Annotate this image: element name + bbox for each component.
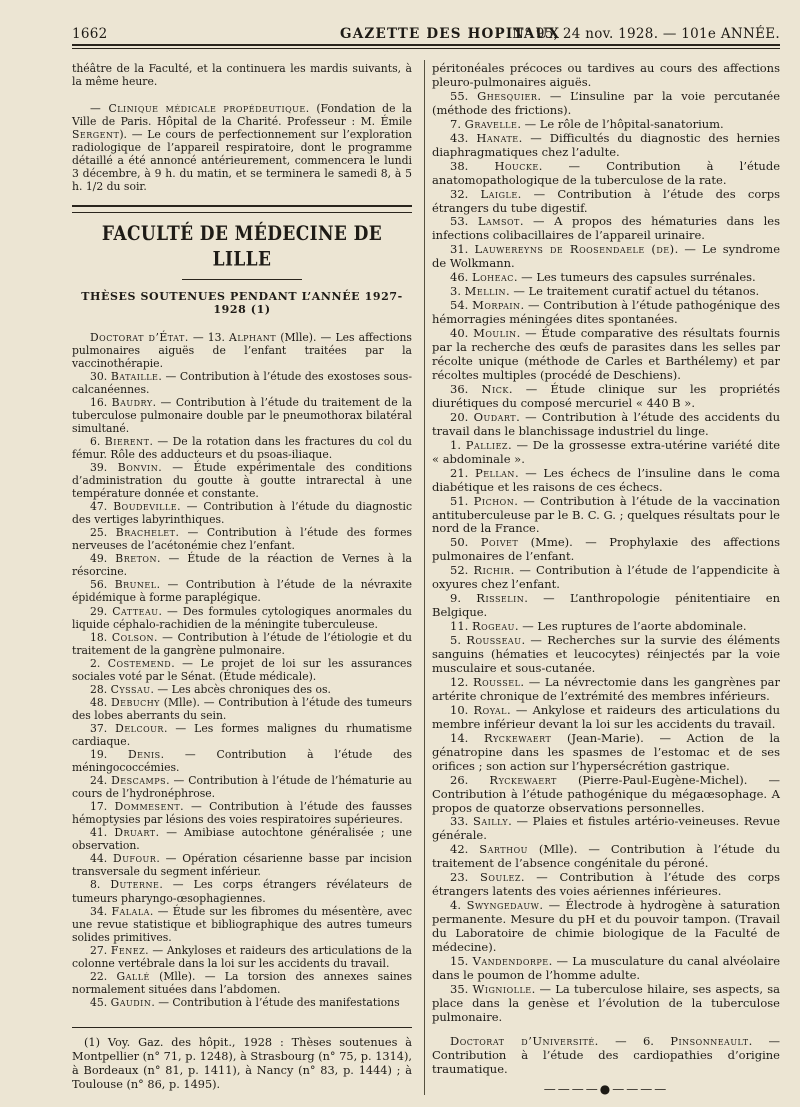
entry-number: 36. [450, 381, 469, 396]
entry-author: Sailly [472, 814, 509, 829]
entry-number: 47. [90, 500, 108, 514]
entry-title: . — Étude comparative des résultats fournis par la recherche des œufs de parasites dans les selles par récolte unique (méthode de Carles et Barthélemy) et par récoltes multiples (procédé de Deschiens). [432, 326, 780, 382]
entry-title: . — Les formes malignes du rhumatisme cardiaque. [72, 721, 412, 748]
thesis-entry [72, 748, 412, 774]
entry-title: . — Contribution à l’étude des cardiopathies d’origine traumatique. [432, 1033, 781, 1076]
thesis-entry [72, 578, 412, 604]
entry-title: . — Contribution à l’étude pathogénique des hémorragies méningées dites spontanées. [432, 298, 781, 327]
thesis-entry [432, 676, 780, 704]
entry-number: 23. [450, 870, 469, 885]
section-divider [72, 205, 412, 213]
thesis-entry [432, 983, 780, 1025]
entry-title: . — Contribution à l’étude du diagnostic des vertiges labyrinthiques. [72, 500, 412, 527]
thesis-entry [72, 461, 412, 500]
thesis-entry [432, 90, 780, 118]
entry-author: Duterne [110, 878, 160, 892]
thesis-entry [432, 843, 780, 871]
thesis-entry: Doctorat d’État. — 13. Alphant (Mlle). — Les affections pulmonaires aiguës de l’enfant traitées par la vaccinothérapie. [72, 330, 412, 370]
entry-author: Costemend [107, 656, 172, 670]
thesis-entry [72, 370, 412, 396]
entry-title: . — L’anthropologie pénitentiaire en Belgique. [432, 591, 780, 620]
entry-title: . — Contribution à l’étude du traitement de l’absence congénitale du péroné. [432, 842, 781, 871]
thesis-entry [432, 439, 780, 467]
entry-title: . — Contribution à l’étude des exostoses sous-calcanéennes. [72, 369, 412, 396]
thesis-entry [432, 732, 780, 774]
entry-author: Colson [111, 630, 155, 644]
thesis-entry [72, 500, 412, 526]
entry-number: 38. [450, 158, 469, 173]
footnote: (1) Voy. Gaz. des hôpit., 1928 : Thèses soutenues à Montpellier (n° 71, p. 1248), à Strasbourg (n° 75, p. 1314), à Bordeaux (n° 81, p. 1411), à Nancy (n° 83, p. 1444) ; à Toulouse (n° 86, p. 1495). [72, 1035, 412, 1091]
entry-author-suffix: (Mme) [518, 535, 570, 550]
thesis-entry [72, 526, 412, 552]
entry-author: Ryckewaert [483, 730, 552, 745]
entry-author: Pellan [474, 465, 515, 480]
entry-author-suffix: (Mlle) [159, 695, 197, 709]
entry-title: . — Contribution à l’étude des tumeurs des lobes aberrants du sein. [72, 695, 413, 722]
entry-number: 18. [90, 630, 108, 644]
thesis-entry [432, 620, 780, 634]
entry-number: 14. [450, 730, 469, 745]
entry-title: . — Contribution à l’étude des accidents du travail dans le blanchissage industriel du linge. [432, 409, 781, 438]
thesis-entry [432, 774, 780, 816]
entry-number: 37. [90, 721, 108, 735]
entry-title: . — Ankylose et raideurs des articulations du membre inférieur devant la loi sur les accidents du travail. [432, 702, 780, 731]
issue-info: N° 95, 24 nov. 1928. — 101e ANNÉE. [512, 26, 780, 42]
entry-title: . — Prophylaxie des affections pulmonaires de l’enfant. [432, 535, 780, 564]
entry-author: Morpain [472, 298, 521, 313]
thesis-entry [72, 878, 412, 904]
intro-paragraph: théâtre de la Faculté, et la continuera les mardis suivants, à la même heure. [72, 62, 412, 89]
entry-title: . — Difficultés du diagnostic des hernies diaphragmatiques chez l’adulte. [432, 130, 780, 159]
end-ornament: ————●———— [543, 1081, 669, 1096]
thesis-entry [432, 327, 780, 383]
entry-author: Rousseau [466, 633, 522, 648]
thesis-entry [72, 944, 412, 970]
entry-title: . — Contribution à l’étude de la névraxite épidémique à forme paraplégique. [72, 578, 413, 605]
entry-title: . — Contribution à l’étude de la vaccination antituberculeuse par le B. C. G. ; quelques résultats pour le nord de la France. [432, 493, 781, 536]
entry-number: 9. [450, 591, 461, 606]
entry-author: Sarthou [479, 842, 528, 857]
entry-author-suffix: (Jean-Marie) [551, 730, 641, 745]
entry-number: 17. [90, 800, 108, 814]
entry-title: . — Le rôle de l’hôpital-sanatorium. [517, 116, 724, 131]
entry-number: 4. [450, 898, 461, 913]
entry-number: 29. [90, 604, 108, 618]
thesis-entry [432, 564, 780, 592]
thesis-entry [432, 592, 780, 620]
entry-author: Bonvin [117, 460, 159, 474]
entry-title: . — L’insuline par la voie percutanée (méthode des frictions). [432, 88, 780, 117]
entry-number: 21. [450, 465, 469, 480]
entry-title: . — Contribution à l’étude anatomopathologique de la tuberculose de la rate. [432, 158, 781, 187]
thesis-entry [72, 826, 412, 852]
thesis-entry [432, 955, 780, 983]
entry-title: . — Étude clinique sur les propriétés diurétiques du composé mercuriel « 440 B ». [432, 381, 780, 410]
entry-title: . — Le traitement curatif actuel du tétanos. [506, 284, 760, 299]
thesis-entry [432, 132, 780, 160]
entry-author: Descamps [111, 774, 167, 788]
entry-title: . — Étude de la réaction de Vernes à la résorcine. [72, 552, 412, 579]
entry-title: . — Opération césarienne basse par incision transversale du segment inférieur. [72, 852, 413, 879]
thesis-entry [432, 495, 780, 537]
entry-author: Alphant [229, 330, 277, 344]
entry-author: Denis [128, 748, 161, 762]
entry-title: . — La névrectomie dans les gangrènes par artérite chronique de l’extrémité des membres inférieurs. [432, 674, 781, 703]
entry-title: . — Action de la génatropine dans les spasmes de l’estomac et de ses orifices ; son action sur l’hypersécrétion gastrique. [432, 730, 781, 773]
thesis-entry [72, 905, 412, 944]
header-rule-thin [72, 48, 780, 49]
entry-author: Ryckewaert [489, 772, 557, 787]
entry-author: Nick [481, 381, 509, 396]
entry-title: . — Les tumeurs des capsules surrénales. [513, 270, 756, 285]
thesis-entry [432, 383, 780, 411]
entry-title: . — Contribution à l’étude des manifestations [151, 995, 400, 1009]
entry-title: . — Contribution à l’étude de l’appendicite à oxyures chez l’enfant. [432, 563, 780, 592]
entry-author: Lauwereyns de Roosendaele (de) [474, 242, 675, 257]
entry-number: 1. [450, 437, 461, 452]
thesis-entry [72, 852, 412, 878]
entry-number: 10. [450, 702, 469, 717]
entry-author: Delcour [115, 721, 164, 735]
left-entry-list [72, 370, 412, 1009]
entry-author: Risselin [476, 591, 525, 606]
entry-number: 6. [90, 434, 101, 448]
entry-title: . — Contribution à l’étude des corps étrangers latents des voies aériennes inférieures. [432, 870, 781, 899]
entry-number: 51. [450, 493, 469, 508]
thesis-entry [432, 411, 780, 439]
entry-author: Lamsot [477, 214, 520, 229]
thesis-entry [72, 657, 412, 683]
entry-number: 28. [90, 682, 108, 696]
thesis-entry [72, 996, 412, 1009]
entry-title: . — Recherches sur la survie des éléments sanguins (hématies et leucocytes) réinjectés par la voie musculaire et sous-cutanée. [432, 633, 780, 675]
entry-author: Hanate [476, 130, 519, 145]
university-entry: Doctorat d’Université. — 6. Pinsonneault. — Contribution à l’étude des cardiopathies d’origine traumatique. [432, 1033, 781, 1076]
entry-title: . — De la grossesse extra-utérine variété dite « abdominale ». [432, 437, 780, 466]
entry-author-suffix: (Pierre-Paul-Eugène-Michel) [556, 772, 744, 787]
entry-title: . — Les abcès chroniques des os. [150, 682, 331, 696]
entry-author: Oudart [473, 409, 517, 424]
clinique-paragraph [72, 102, 412, 193]
entry-author: Loheac [471, 270, 514, 285]
entry-author: Boudeville [113, 500, 178, 514]
thesis-entry [72, 605, 412, 631]
entry-number: 15. [450, 954, 469, 968]
entry-title: . — Contribution à l’étude des méningococcémies. [72, 748, 412, 775]
entry-title: . — Électrode à hydrogène à saturation permanente. Mesure du pH et du pouvoir tampon. (Travail du Laboratoire de chimie biologique de la Faculté de médecine). [432, 898, 780, 955]
header-rule-thick [72, 44, 780, 46]
entry-title: . — Contribution à l’étude pathogénique du mégaœsophage. A propos de quatorze observations personnelles. [432, 772, 781, 815]
entry-author-suffix: (Mlle) [149, 969, 192, 983]
entry-title: . — Étude sur les fibromes du mésentère, avec une revue statistique et bibliographique des autres tumeurs solides primitives. [72, 904, 412, 944]
entry-author: Brunel [114, 578, 157, 592]
entry-number: 53. [450, 214, 469, 229]
entry-author: Palliez [465, 437, 508, 452]
entry-author: Gaudin [110, 995, 152, 1009]
entry-author: Debuchy [110, 695, 160, 709]
section-subrule [182, 279, 302, 280]
entry-number: 27. [90, 943, 108, 957]
entry-author: Falala [111, 904, 150, 918]
clinique-text-2: ). — Le cours de perfectionnement sur l’exploration radiologique de l’appareil respiratoire, dont le programme détaillé a été annoncé antérieurement, commencera le lundi 3 décembre, à 9 h. du matin, et se terminera le samedi 8, à 5 h. 1/2 du soir. [72, 128, 412, 194]
entry-title: . — Les corps étrangers révélateurs de tumeurs pharyngo-œsophagiennes. [72, 878, 413, 905]
thesis-entry [72, 696, 412, 722]
entry-title: . — Amibiase autochtone généralisée ; une observation. [72, 826, 412, 853]
journal-title: GAZETTE DES HOPITAUX [340, 26, 561, 42]
thesis-entry [432, 160, 780, 188]
entry-title: . — Plaies et fistules artério-veineuses. Revue générale. [432, 814, 780, 843]
entry-title: . — De la rotation dans les fractures du col du fémur. Rôle des adducteurs et du psoas-iliaque. [72, 434, 412, 461]
entry-author: Brachelet [115, 526, 176, 540]
entry-number: 35. [450, 981, 469, 996]
right-column [432, 62, 780, 1097]
thesis-entry [432, 899, 780, 955]
entry-number: 24. [90, 774, 108, 788]
entry-number: 56. [90, 578, 108, 592]
entry-number: 40. [450, 326, 469, 341]
entry-number: 26. [450, 772, 469, 787]
thesis-entry [72, 396, 412, 435]
entry-number: 7. [450, 116, 461, 131]
left-column [72, 62, 412, 1092]
entry-number: 42. [450, 842, 469, 857]
entry-number: 54. [450, 298, 469, 313]
entry-number: 11. [450, 619, 469, 634]
entry-author-suffix: (Mlle) [527, 842, 574, 857]
entry-number: 44. [90, 852, 108, 866]
entry-number: 25. [90, 526, 108, 540]
entry-author: Dufour [113, 852, 157, 866]
column-separator [424, 60, 425, 1095]
entry-author: Bierent [104, 434, 150, 448]
entry-title: . — Les échecs de l’insuline dans le coma diabétique et les raisons de ces échecs. [432, 465, 781, 494]
theses-title: THÈSES SOUTENUES PENDANT L’ANNÉE 1927-1928 (1) [81, 290, 403, 317]
entry-title: . — La musculature du canal alvéolaire dans le poumon de l’homme adulte. [432, 954, 781, 982]
entry-author: Roussel [472, 674, 521, 689]
entry-author: Catteau [112, 604, 159, 618]
thesis-entry [432, 243, 780, 271]
entry-author: Cyssau [110, 682, 151, 696]
entry-number: 39. [90, 460, 108, 474]
entry-number: 12. [450, 674, 469, 689]
entry-number: 30. [90, 369, 108, 383]
thesis-entry [432, 467, 780, 495]
entry-author: Richir [473, 563, 511, 578]
entry-number: 32. [450, 186, 469, 201]
thesis-entry [72, 552, 412, 578]
thesis-entry [432, 118, 780, 132]
entry-number: 3. [450, 284, 461, 299]
entry-author: Laigle [480, 186, 518, 201]
entry-author: Fenez [110, 943, 146, 957]
thesis-entry [72, 774, 412, 800]
clinique-text-1: (Fondation de la Ville de Paris. Hôpital de la Charité. Professeur : M. Émile [72, 102, 412, 129]
clinique-lead: — Clinique médicale propédeutique. [90, 102, 310, 116]
entry-author: Rogeau [471, 619, 515, 634]
entry-number: 33. [450, 814, 469, 829]
entry-number: 43. [450, 130, 469, 145]
continuation-paragraph: péritonéales précoces ou tardives au cours des affections pleuro-pulmonaires aiguës. [432, 61, 780, 89]
entry-title: . — Des formules cytologiques anormales du liquide céphalo-rachidien de la méningite tuberculeuse. [72, 604, 412, 631]
thesis-entry [72, 435, 412, 461]
entry-number: 2. [90, 656, 101, 670]
entry-title: . — Ankyloses et raideurs des articulations de la colonne vertébrale dans la loi sur les accidents du travail. [72, 943, 412, 970]
entry-author: Dommesent [114, 800, 181, 814]
section-title: FACULTÉ DE MÉDECINE DE LILLE [101, 223, 383, 272]
thesis-entry [72, 683, 412, 696]
university-label: Doctorat d’Université. [450, 1033, 599, 1048]
entry-number: 48. [90, 695, 108, 709]
entry-number: 41. [90, 826, 108, 840]
entry-author: Poivet [480, 535, 519, 550]
thesis-entry [432, 634, 780, 676]
entry-title: . — Le syndrome de Wolkmann. [432, 242, 780, 271]
entry-number: 45. [90, 995, 108, 1009]
entry-author: Vandendorpe [472, 954, 549, 968]
entry-number: 6. [642, 1033, 654, 1048]
thesis-entry [72, 722, 412, 748]
entry-author: Pichon [473, 493, 515, 508]
entry-author-suffix: (Mlle) [276, 330, 314, 344]
entry-title: . — Les ruptures de l’aorte abdominale. [514, 619, 747, 634]
entry-number: 49. [90, 552, 108, 566]
entry-title: . — Les affections pulmonaires aiguës de l’enfant traitées par la vaccinothérapie. [72, 330, 412, 370]
entry-author: Houcke [494, 158, 539, 173]
entry-author: Ghesquier [477, 88, 538, 103]
entry-number: 50. [450, 535, 469, 550]
entry-title: . — Contribution à l’étude des corps étrangers du tube digestif. [432, 186, 781, 215]
entry-author: Breton [115, 552, 157, 566]
footnote-rule [72, 1027, 412, 1028]
entry-number: 8. [90, 878, 101, 892]
entry-number: 5. [450, 633, 461, 648]
entry-title: . — Contribution à l’étude des formes nerveuses de l’acétonémie chez l’enfant. [72, 526, 413, 553]
entry-title: . — Le projet de loi sur les assurances sociales voté par le Sénat. (Étude médicale). [72, 656, 412, 683]
entry-number: 31. [450, 242, 469, 257]
entry-number: 52. [450, 563, 469, 578]
entry-title: . — Contribution à l’étude du traitement de la tuberculose pulmonaire double par le pneumothorax bilatéral simultané. [72, 395, 412, 435]
entry-author: Druart [114, 826, 156, 840]
thesis-entry [72, 800, 412, 826]
entry-number: 55. [450, 88, 469, 103]
thesis-entry [432, 271, 780, 285]
entry-number: 22. [90, 969, 108, 983]
page-header [72, 20, 780, 42]
entry-author: Wigniolle [472, 981, 532, 996]
entry-title: . — La tuberculose hilaire, ses aspects, sa place dans la genèse et l’évolution de la tuberculose pulmonaire. [432, 981, 780, 1024]
entry-author: Gravelle [464, 116, 518, 131]
thesis-entry [432, 815, 780, 843]
thesis-entry [432, 215, 780, 243]
thesis-entry [72, 631, 412, 657]
thesis-entry [432, 871, 780, 899]
entry-title: . — Contribution à l’étude de l’étiologie et du traitement de la gangrène pulmonaire. [72, 630, 412, 657]
thesis-entry [432, 536, 780, 564]
entry-author: Soulez [480, 870, 521, 885]
entry-title: . — A propos des hématuries dans les infections colibacillaires de l’appareil urinaire. [432, 214, 781, 243]
entry-title: . — Contribution à l’étude des fausses hémoptysies par lésions des voies respiratoires supérieures. [72, 800, 412, 827]
entry-number: 34. [90, 904, 108, 918]
entry-title: . — La torsion des annexes saines normalement situées dans l’abdomen. [72, 969, 412, 996]
entry-author: Baudry [111, 395, 153, 409]
entry-author: Swyngedauw [466, 898, 540, 913]
entry-title: . — Étude expérimentale des conditions d’administration du goutte à goutte intrarectal à une température donnée et constante. [72, 460, 413, 501]
entry-author: Pinsonneault [670, 1033, 749, 1048]
doctorat-label: Doctorat d’État. [90, 330, 189, 344]
thesis-entry [72, 970, 412, 996]
entry-author: Mellin [464, 284, 507, 299]
entry-title: . — Contribution à l’étude de l’hématurie au cours de l’hydronéphrose. [72, 774, 412, 801]
entry-number: 16. [90, 395, 108, 409]
entry-author: Royal [473, 702, 507, 717]
entry-number: 46. [450, 270, 469, 285]
entry-author: Gallé [116, 969, 150, 983]
thesis-entry [432, 188, 780, 216]
page-number: 1662 [72, 26, 108, 42]
thesis-entry [432, 299, 780, 327]
thesis-entry [432, 704, 780, 732]
thesis-entry [432, 285, 780, 299]
entry-number: 20. [450, 409, 469, 424]
entry-author: Bataille [110, 369, 159, 383]
entry-number: 19. [90, 748, 108, 762]
clinique-professor: Sergent [72, 128, 120, 142]
entry-author: Moulin [473, 326, 517, 341]
entry-number: 13. [207, 330, 225, 344]
right-entry-list [432, 90, 780, 1025]
